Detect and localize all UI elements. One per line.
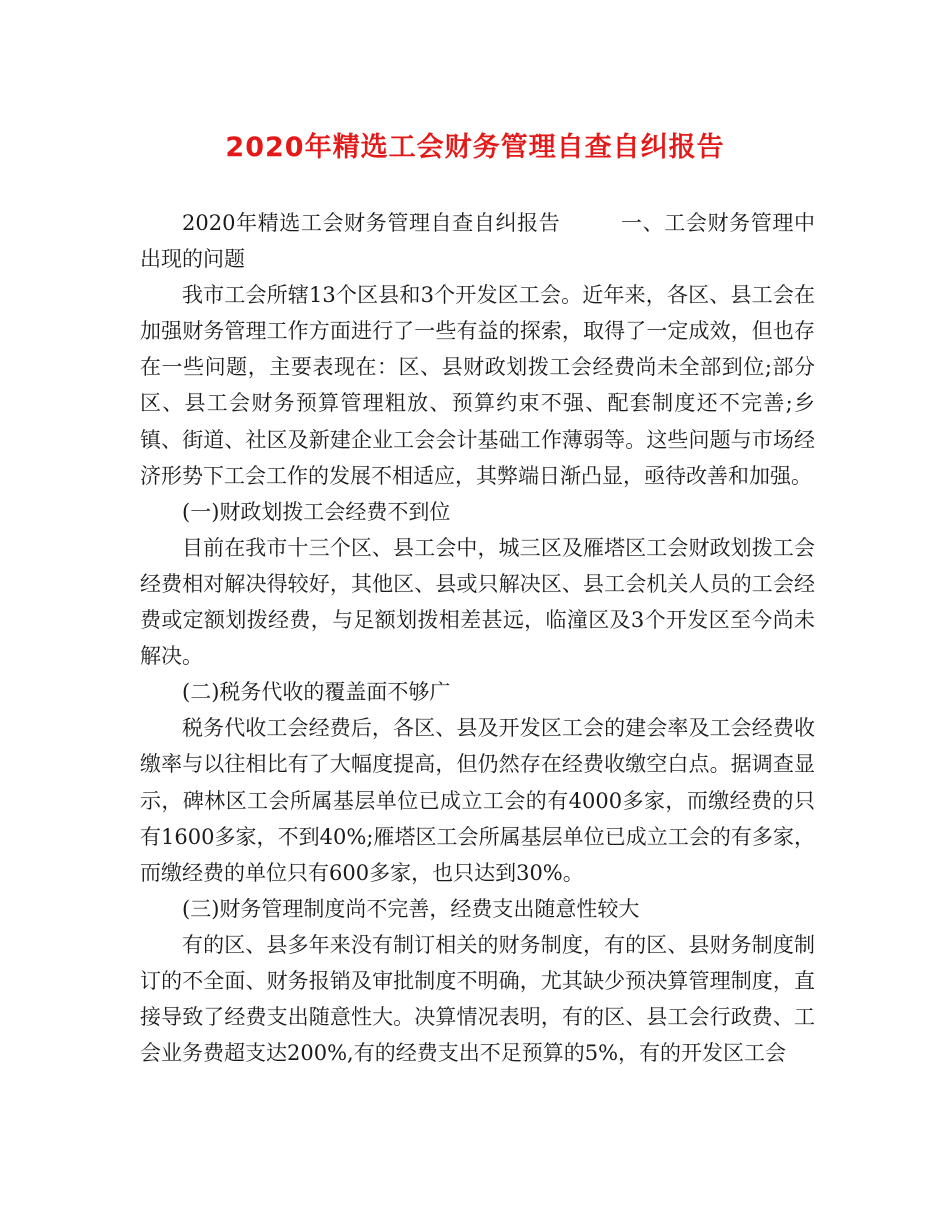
- document-body: [140, 205, 815, 1071]
- intro-title-repeat: 2020年精选工会财务管理自查自纠报告: [182, 211, 561, 235]
- subheading-one: (一)财政划拨工会经费不到位: [182, 499, 451, 524]
- intro-paragraph: [140, 205, 815, 277]
- paragraph-overview: 我市工会所辖13个区县和3个开发区工会。近年来，各区、县工会在加强财务管理工作方面进行了一些有益的探索，取得了一定成效，但也存在一些问题，主要表现在：区、县财政划拨工会经费尚未全部到位;部分区、县工会财务预算管理粗放、预算约束不强、配套制度还不完善;乡镇、街道、社区及新建企业工会会计基础工作薄弱等。这些问题与市场经济形势下工会工作的发展不相适应，其弊端日渐凸显，亟待改善和加强。: [140, 283, 815, 488]
- paragraph-management-system: 有的区、县多年来没有制订相关的财务制度，有的区、县财务制度制订的不全面、财务报销及审批制度不明确，尤其缺少预决算管理制度，直接导致了经费支出随意性大。决算情况表明，有的区、县工会行政费、工会业务费超支达200%,有的经费支出不足预算的5%，有的开发区工会: [140, 932, 815, 1066]
- subheading-three: (三)财务管理制度尚不完善，经费支出随意性较大: [182, 896, 640, 921]
- section-one-heading: 一、工会财务管理中出现的问题: [140, 211, 816, 272]
- document-title: 2020年精选工会财务管理自查自纠报告: [225, 132, 725, 163]
- paragraph-fiscal-allocation: 目前在我市十三个区、县工会中，城三区及雁塔区工会财政划拨工会经费相对解决得较好，其他区、县或只解决区、县工会机关人员的工会经费或定额划拨经费，与足额划拨相差甚远，临潼区及3个开发区至今尚未解决。: [140, 535, 815, 669]
- subheading-two: (二)税务代收的覆盖面不够广: [182, 680, 451, 705]
- paragraph-tax-collection: 税务代收工会经费后，各区、县及开发区工会的建会率及工会经费收缴率与以往相比有了大幅度提高，但仍然存在经费收缴空白点。据调查显示，碑林区工会所属基层单位已成立工会的有4000多家，而缴经费的只有1600多家，不到40%;雁塔区工会所属基层单位已成立工会的有多家，而缴经费的单位只有600多家，也只达到30%。: [140, 716, 815, 885]
